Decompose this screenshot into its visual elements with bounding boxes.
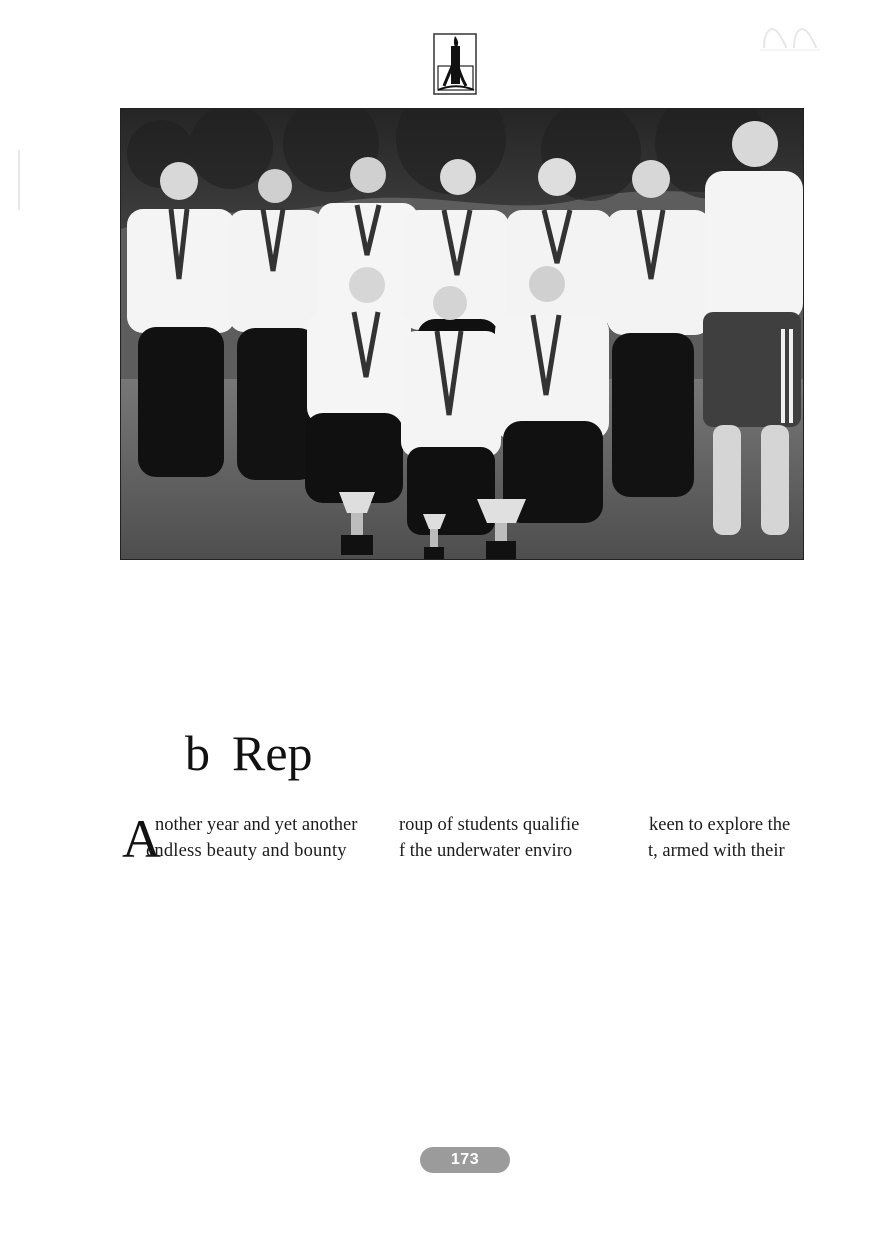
- candle-logo-icon: [430, 32, 482, 98]
- body-line-1-column-2: roup of students qualifie: [399, 815, 580, 835]
- body-line-2-column-2: f the underwater enviro: [399, 841, 573, 861]
- body-line-2-column-1: endless beauty and bounty: [146, 841, 347, 861]
- heading-part-2: Rep: [232, 725, 313, 781]
- body-line-2-column-3: t, armed with their: [648, 841, 785, 861]
- heading-part-1: b: [185, 725, 210, 781]
- standing-player-1: [127, 162, 235, 477]
- team-photo-illustration: [121, 109, 803, 559]
- article-heading: [185, 725, 313, 781]
- drop-cap: A: [122, 809, 161, 869]
- body-line-1-column-1: nother year and yet another: [155, 815, 358, 835]
- page-edge-mark: [18, 150, 20, 210]
- team-photo: [120, 108, 804, 560]
- faint-logo-mark: [756, 18, 824, 58]
- page-number-badge: 173: [420, 1147, 510, 1173]
- body-line-1-column-3: keen to explore the: [649, 815, 791, 835]
